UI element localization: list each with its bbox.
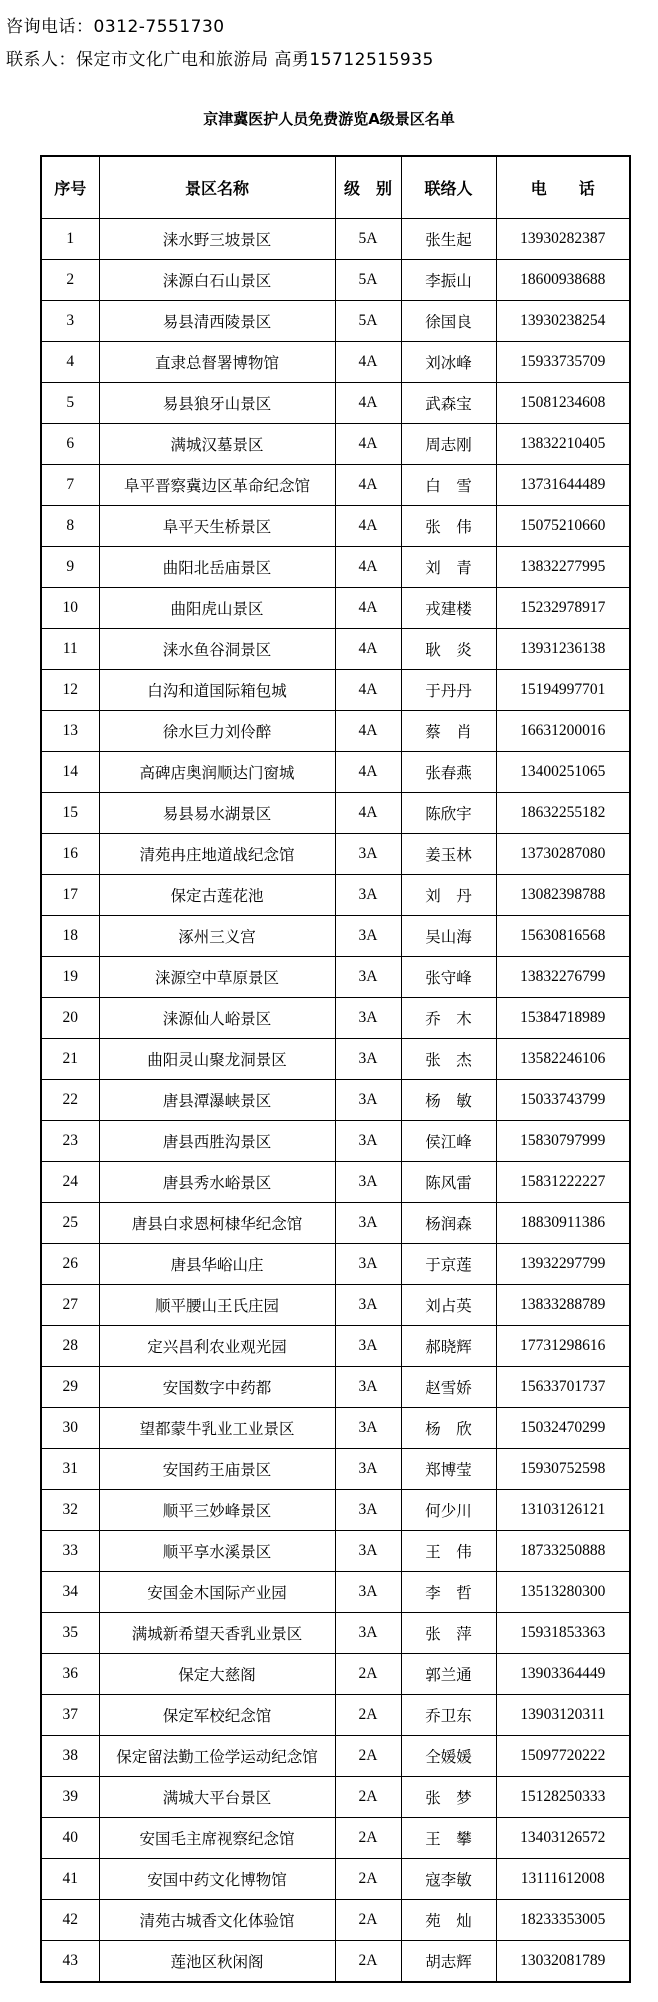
cell-contact: 李振山	[401, 260, 496, 301]
table-row	[41, 998, 630, 1039]
cell-index: 35	[41, 1613, 99, 1654]
cell-level: 5A	[335, 260, 401, 301]
cell-contact: 杨润森	[401, 1203, 496, 1244]
cell-contact: 王 攀	[401, 1818, 496, 1859]
cell-scenic-name: 阜平天生桥景区	[99, 506, 335, 547]
cell-level: 4A	[335, 342, 401, 383]
table-row	[41, 1121, 630, 1162]
cell-phone: 15081234608	[496, 383, 630, 424]
cell-phone: 15075210660	[496, 506, 630, 547]
cell-phone: 18600938688	[496, 260, 630, 301]
cell-contact: 赵雪娇	[401, 1367, 496, 1408]
cell-index: 7	[41, 465, 99, 506]
cell-contact: 张 杰	[401, 1039, 496, 1080]
cell-scenic-name: 保定留法勤工俭学运动纪念馆	[99, 1736, 335, 1777]
cell-index: 31	[41, 1449, 99, 1490]
cell-contact: 杨 欣	[401, 1408, 496, 1449]
table-row	[41, 260, 630, 301]
cell-phone: 13730287080	[496, 834, 630, 875]
cell-contact: 胡志辉	[401, 1941, 496, 1983]
table-row	[41, 342, 630, 383]
cell-phone: 15630816568	[496, 916, 630, 957]
cell-level: 4A	[335, 752, 401, 793]
table-row	[41, 588, 630, 629]
cell-phone: 15831222227	[496, 1162, 630, 1203]
cell-level: 3A	[335, 875, 401, 916]
cell-index: 5	[41, 383, 99, 424]
cell-level: 4A	[335, 424, 401, 465]
cell-contact: 张 伟	[401, 506, 496, 547]
cell-level: 3A	[335, 1244, 401, 1285]
cell-phone: 13032081789	[496, 1941, 630, 1983]
table-row	[41, 711, 630, 752]
cell-level: 4A	[335, 588, 401, 629]
scenic-area-table	[40, 155, 631, 1983]
cell-index: 20	[41, 998, 99, 1039]
cell-scenic-name: 定兴昌利农业观光园	[99, 1326, 335, 1367]
header-scenic-name: 景区名称	[99, 156, 335, 219]
contact-person-line: 联系人：保定市文化广电和旅游局 高勇15712515935	[6, 50, 434, 70]
cell-level: 3A	[335, 916, 401, 957]
table-row	[41, 1613, 630, 1654]
cell-phone: 13903364449	[496, 1654, 630, 1695]
cell-level: 4A	[335, 506, 401, 547]
cell-index: 43	[41, 1941, 99, 1983]
cell-scenic-name: 曲阳北岳庙景区	[99, 547, 335, 588]
table-row	[41, 957, 630, 998]
cell-scenic-name: 阜平晋察冀边区革命纪念馆	[99, 465, 335, 506]
header-row	[41, 156, 630, 219]
cell-phone: 17731298616	[496, 1326, 630, 1367]
cell-level: 3A	[335, 1326, 401, 1367]
cell-index: 34	[41, 1572, 99, 1613]
table-row	[41, 1859, 630, 1900]
cell-level: 3A	[335, 957, 401, 998]
cell-scenic-name: 保定军校纪念馆	[99, 1695, 335, 1736]
cell-contact: 武森宝	[401, 383, 496, 424]
cell-level: 5A	[335, 301, 401, 342]
table-row	[41, 1818, 630, 1859]
cell-phone: 13931236138	[496, 629, 630, 670]
table-row	[41, 1449, 630, 1490]
cell-index: 42	[41, 1900, 99, 1941]
cell-index: 1	[41, 219, 99, 260]
cell-scenic-name: 易县易水湖景区	[99, 793, 335, 834]
cell-level: 4A	[335, 711, 401, 752]
cell-index: 36	[41, 1654, 99, 1695]
cell-phone: 18830911386	[496, 1203, 630, 1244]
cell-index: 37	[41, 1695, 99, 1736]
cell-level: 3A	[335, 1203, 401, 1244]
cell-phone: 13400251065	[496, 752, 630, 793]
cell-contact: 白 雪	[401, 465, 496, 506]
cell-scenic-name: 满城新希望天香乳业景区	[99, 1613, 335, 1654]
cell-contact: 于丹丹	[401, 670, 496, 711]
cell-contact: 乔 木	[401, 998, 496, 1039]
cell-level: 2A	[335, 1900, 401, 1941]
cell-index: 3	[41, 301, 99, 342]
cell-phone: 15033743799	[496, 1080, 630, 1121]
cell-index: 32	[41, 1490, 99, 1531]
cell-scenic-name: 顺平腰山王氏庄园	[99, 1285, 335, 1326]
cell-scenic-name: 涿州三义宫	[99, 916, 335, 957]
cell-phone: 15830797999	[496, 1121, 630, 1162]
cell-scenic-name: 满城大平台景区	[99, 1777, 335, 1818]
cell-index: 16	[41, 834, 99, 875]
table-row	[41, 1695, 630, 1736]
cell-level: 3A	[335, 1449, 401, 1490]
cell-contact: 王 伟	[401, 1531, 496, 1572]
table-row	[41, 1777, 630, 1818]
cell-phone: 13832210405	[496, 424, 630, 465]
cell-phone: 15633701737	[496, 1367, 630, 1408]
cell-scenic-name: 唐县西胜沟景区	[99, 1121, 335, 1162]
cell-scenic-name: 涞源仙人峪景区	[99, 998, 335, 1039]
cell-phone: 13513280300	[496, 1572, 630, 1613]
cell-scenic-name: 涞水鱼谷洞景区	[99, 629, 335, 670]
cell-scenic-name: 唐县华峪山庄	[99, 1244, 335, 1285]
cell-phone: 15232978917	[496, 588, 630, 629]
cell-phone: 13832276799	[496, 957, 630, 998]
cell-contact: 杨 敏	[401, 1080, 496, 1121]
cell-scenic-name: 唐县秀水峪景区	[99, 1162, 335, 1203]
cell-level: 3A	[335, 1531, 401, 1572]
cell-phone: 15128250333	[496, 1777, 630, 1818]
cell-scenic-name: 保定古莲花池	[99, 875, 335, 916]
cell-phone: 13930238254	[496, 301, 630, 342]
cell-scenic-name: 曲阳灵山聚龙洞景区	[99, 1039, 335, 1080]
cell-phone: 13932297799	[496, 1244, 630, 1285]
cell-scenic-name: 安国毛主席视察纪念馆	[99, 1818, 335, 1859]
table-row	[41, 424, 630, 465]
table-row	[41, 219, 630, 260]
cell-contact: 刘 青	[401, 547, 496, 588]
cell-index: 25	[41, 1203, 99, 1244]
cell-level: 2A	[335, 1818, 401, 1859]
cell-index: 22	[41, 1080, 99, 1121]
cell-phone: 15930752598	[496, 1449, 630, 1490]
cell-scenic-name: 唐县白求恩柯棣华纪念馆	[99, 1203, 335, 1244]
cell-contact: 侯江峰	[401, 1121, 496, 1162]
cell-contact: 耿 炎	[401, 629, 496, 670]
cell-phone: 18733250888	[496, 1531, 630, 1572]
cell-index: 21	[41, 1039, 99, 1080]
table-row	[41, 383, 630, 424]
table-row	[41, 1039, 630, 1080]
cell-level: 3A	[335, 1285, 401, 1326]
cell-level: 3A	[335, 834, 401, 875]
cell-scenic-name: 高碑店奥润顺达门窗城	[99, 752, 335, 793]
cell-scenic-name: 清苑古城香文化体验馆	[99, 1900, 335, 1941]
cell-phone: 16631200016	[496, 711, 630, 752]
cell-level: 4A	[335, 793, 401, 834]
cell-level: 4A	[335, 547, 401, 588]
cell-level: 5A	[335, 219, 401, 260]
cell-level: 3A	[335, 1080, 401, 1121]
cell-contact: 郑博莹	[401, 1449, 496, 1490]
cell-level: 3A	[335, 1408, 401, 1449]
cell-contact: 姜玉林	[401, 834, 496, 875]
cell-index: 10	[41, 588, 99, 629]
table-row	[41, 465, 630, 506]
cell-phone: 13403126572	[496, 1818, 630, 1859]
cell-contact: 张生起	[401, 219, 496, 260]
cell-scenic-name: 安国金木国际产业园	[99, 1572, 335, 1613]
cell-contact: 张守峰	[401, 957, 496, 998]
table-row	[41, 1326, 630, 1367]
cell-scenic-name: 顺平享水溪景区	[99, 1531, 335, 1572]
cell-contact: 何少川	[401, 1490, 496, 1531]
cell-scenic-name: 安国数字中药都	[99, 1367, 335, 1408]
cell-contact: 吴山海	[401, 916, 496, 957]
table-row	[41, 629, 630, 670]
cell-scenic-name: 易县狼牙山景区	[99, 383, 335, 424]
cell-level: 3A	[335, 1162, 401, 1203]
cell-phone: 13103126121	[496, 1490, 630, 1531]
cell-index: 14	[41, 752, 99, 793]
table-row	[41, 1941, 630, 1983]
cell-index: 18	[41, 916, 99, 957]
table-row	[41, 1408, 630, 1449]
cell-scenic-name: 满城汉墓景区	[99, 424, 335, 465]
cell-index: 13	[41, 711, 99, 752]
cell-phone: 13833288789	[496, 1285, 630, 1326]
header-level: 级 别	[335, 156, 401, 219]
table-row	[41, 506, 630, 547]
table-row	[41, 1162, 630, 1203]
cell-phone: 18632255182	[496, 793, 630, 834]
table-header	[41, 156, 630, 219]
cell-scenic-name: 曲阳虎山景区	[99, 588, 335, 629]
cell-index: 33	[41, 1531, 99, 1572]
cell-level: 2A	[335, 1777, 401, 1818]
cell-phone: 15933735709	[496, 342, 630, 383]
cell-contact: 苑 灿	[401, 1900, 496, 1941]
cell-index: 26	[41, 1244, 99, 1285]
cell-scenic-name: 唐县潭瀑峡景区	[99, 1080, 335, 1121]
cell-level: 3A	[335, 1613, 401, 1654]
consult-phone-line: 咨询电话：0312-7551730	[6, 17, 225, 37]
cell-index: 17	[41, 875, 99, 916]
table-row	[41, 752, 630, 793]
cell-phone: 15097720222	[496, 1736, 630, 1777]
cell-index: 8	[41, 506, 99, 547]
cell-phone: 13082398788	[496, 875, 630, 916]
cell-index: 9	[41, 547, 99, 588]
cell-scenic-name: 直隶总督署博物馆	[99, 342, 335, 383]
cell-phone: 15931853363	[496, 1613, 630, 1654]
cell-index: 11	[41, 629, 99, 670]
cell-level: 4A	[335, 629, 401, 670]
cell-contact: 陈欣宇	[401, 793, 496, 834]
table-row	[41, 834, 630, 875]
cell-scenic-name: 安国药王庙景区	[99, 1449, 335, 1490]
cell-contact: 蔡 肖	[401, 711, 496, 752]
table-row	[41, 301, 630, 342]
cell-contact: 李 哲	[401, 1572, 496, 1613]
table-row	[41, 1244, 630, 1285]
cell-index: 2	[41, 260, 99, 301]
table-row	[41, 547, 630, 588]
cell-index: 41	[41, 1859, 99, 1900]
cell-contact: 张 梦	[401, 1777, 496, 1818]
table-row	[41, 875, 630, 916]
cell-contact: 张 萍	[401, 1613, 496, 1654]
table-row	[41, 670, 630, 711]
cell-phone: 13832277995	[496, 547, 630, 588]
cell-contact: 郭兰通	[401, 1654, 496, 1695]
cell-index: 19	[41, 957, 99, 998]
cell-scenic-name: 清苑冉庄地道战纪念馆	[99, 834, 335, 875]
cell-phone: 13903120311	[496, 1695, 630, 1736]
cell-contact: 徐国良	[401, 301, 496, 342]
header-index: 序号	[41, 156, 99, 219]
table-row	[41, 793, 630, 834]
cell-scenic-name: 保定大慈阁	[99, 1654, 335, 1695]
header-phone: 电 话	[496, 156, 630, 219]
cell-level: 3A	[335, 1490, 401, 1531]
cell-level: 3A	[335, 1367, 401, 1408]
cell-index: 39	[41, 1777, 99, 1818]
cell-index: 12	[41, 670, 99, 711]
cell-level: 3A	[335, 1572, 401, 1613]
cell-scenic-name: 涞水野三坡景区	[99, 219, 335, 260]
cell-contact: 戎建楼	[401, 588, 496, 629]
cell-level: 2A	[335, 1736, 401, 1777]
cell-scenic-name: 易县清西陵景区	[99, 301, 335, 342]
cell-phone: 15194997701	[496, 670, 630, 711]
header-contact: 联络人	[401, 156, 496, 219]
cell-index: 28	[41, 1326, 99, 1367]
cell-index: 4	[41, 342, 99, 383]
table-row	[41, 1080, 630, 1121]
table-row	[41, 1736, 630, 1777]
cell-phone: 13582246106	[496, 1039, 630, 1080]
table-row	[41, 1654, 630, 1695]
cell-index: 30	[41, 1408, 99, 1449]
cell-level: 4A	[335, 383, 401, 424]
cell-contact: 寇李敏	[401, 1859, 496, 1900]
table-body	[41, 219, 630, 1983]
cell-contact: 刘 丹	[401, 875, 496, 916]
cell-index: 23	[41, 1121, 99, 1162]
cell-index: 15	[41, 793, 99, 834]
cell-index: 29	[41, 1367, 99, 1408]
table-row	[41, 916, 630, 957]
document-title: 京津冀医护人员免费游览A级景区名单	[203, 110, 455, 128]
cell-index: 38	[41, 1736, 99, 1777]
cell-scenic-name: 莲池区秋闲阁	[99, 1941, 335, 1983]
cell-contact: 刘冰峰	[401, 342, 496, 383]
cell-level: 2A	[335, 1695, 401, 1736]
cell-phone: 18233353005	[496, 1900, 630, 1941]
cell-contact: 仝媛媛	[401, 1736, 496, 1777]
cell-level: 3A	[335, 998, 401, 1039]
cell-scenic-name: 涞源白石山景区	[99, 260, 335, 301]
cell-phone: 15032470299	[496, 1408, 630, 1449]
table-row	[41, 1490, 630, 1531]
cell-index: 40	[41, 1818, 99, 1859]
cell-level: 4A	[335, 670, 401, 711]
cell-index: 6	[41, 424, 99, 465]
table-row	[41, 1900, 630, 1941]
cell-level: 2A	[335, 1654, 401, 1695]
cell-contact: 刘占英	[401, 1285, 496, 1326]
cell-phone: 15384718989	[496, 998, 630, 1039]
cell-index: 24	[41, 1162, 99, 1203]
cell-contact: 郝晓辉	[401, 1326, 496, 1367]
cell-phone: 13731644489	[496, 465, 630, 506]
cell-index: 27	[41, 1285, 99, 1326]
table-row	[41, 1285, 630, 1326]
cell-level: 3A	[335, 1121, 401, 1162]
cell-level: 2A	[335, 1859, 401, 1900]
cell-scenic-name: 白沟和道国际箱包城	[99, 670, 335, 711]
cell-level: 3A	[335, 1039, 401, 1080]
cell-level: 2A	[335, 1941, 401, 1983]
table-row	[41, 1203, 630, 1244]
table-row	[41, 1572, 630, 1613]
cell-contact: 陈风雷	[401, 1162, 496, 1203]
table-row	[41, 1367, 630, 1408]
cell-contact: 周志刚	[401, 424, 496, 465]
cell-scenic-name: 徐水巨力刘伶醉	[99, 711, 335, 752]
cell-contact: 乔卫东	[401, 1695, 496, 1736]
cell-contact: 于京莲	[401, 1244, 496, 1285]
cell-phone: 13930282387	[496, 219, 630, 260]
cell-scenic-name: 望都蒙牛乳业工业景区	[99, 1408, 335, 1449]
cell-scenic-name: 安国中药文化博物馆	[99, 1859, 335, 1900]
cell-scenic-name: 顺平三妙峰景区	[99, 1490, 335, 1531]
table-row	[41, 1531, 630, 1572]
cell-phone: 13111612008	[496, 1859, 630, 1900]
cell-scenic-name: 涞源空中草原景区	[99, 957, 335, 998]
cell-level: 4A	[335, 465, 401, 506]
cell-contact: 张春燕	[401, 752, 496, 793]
